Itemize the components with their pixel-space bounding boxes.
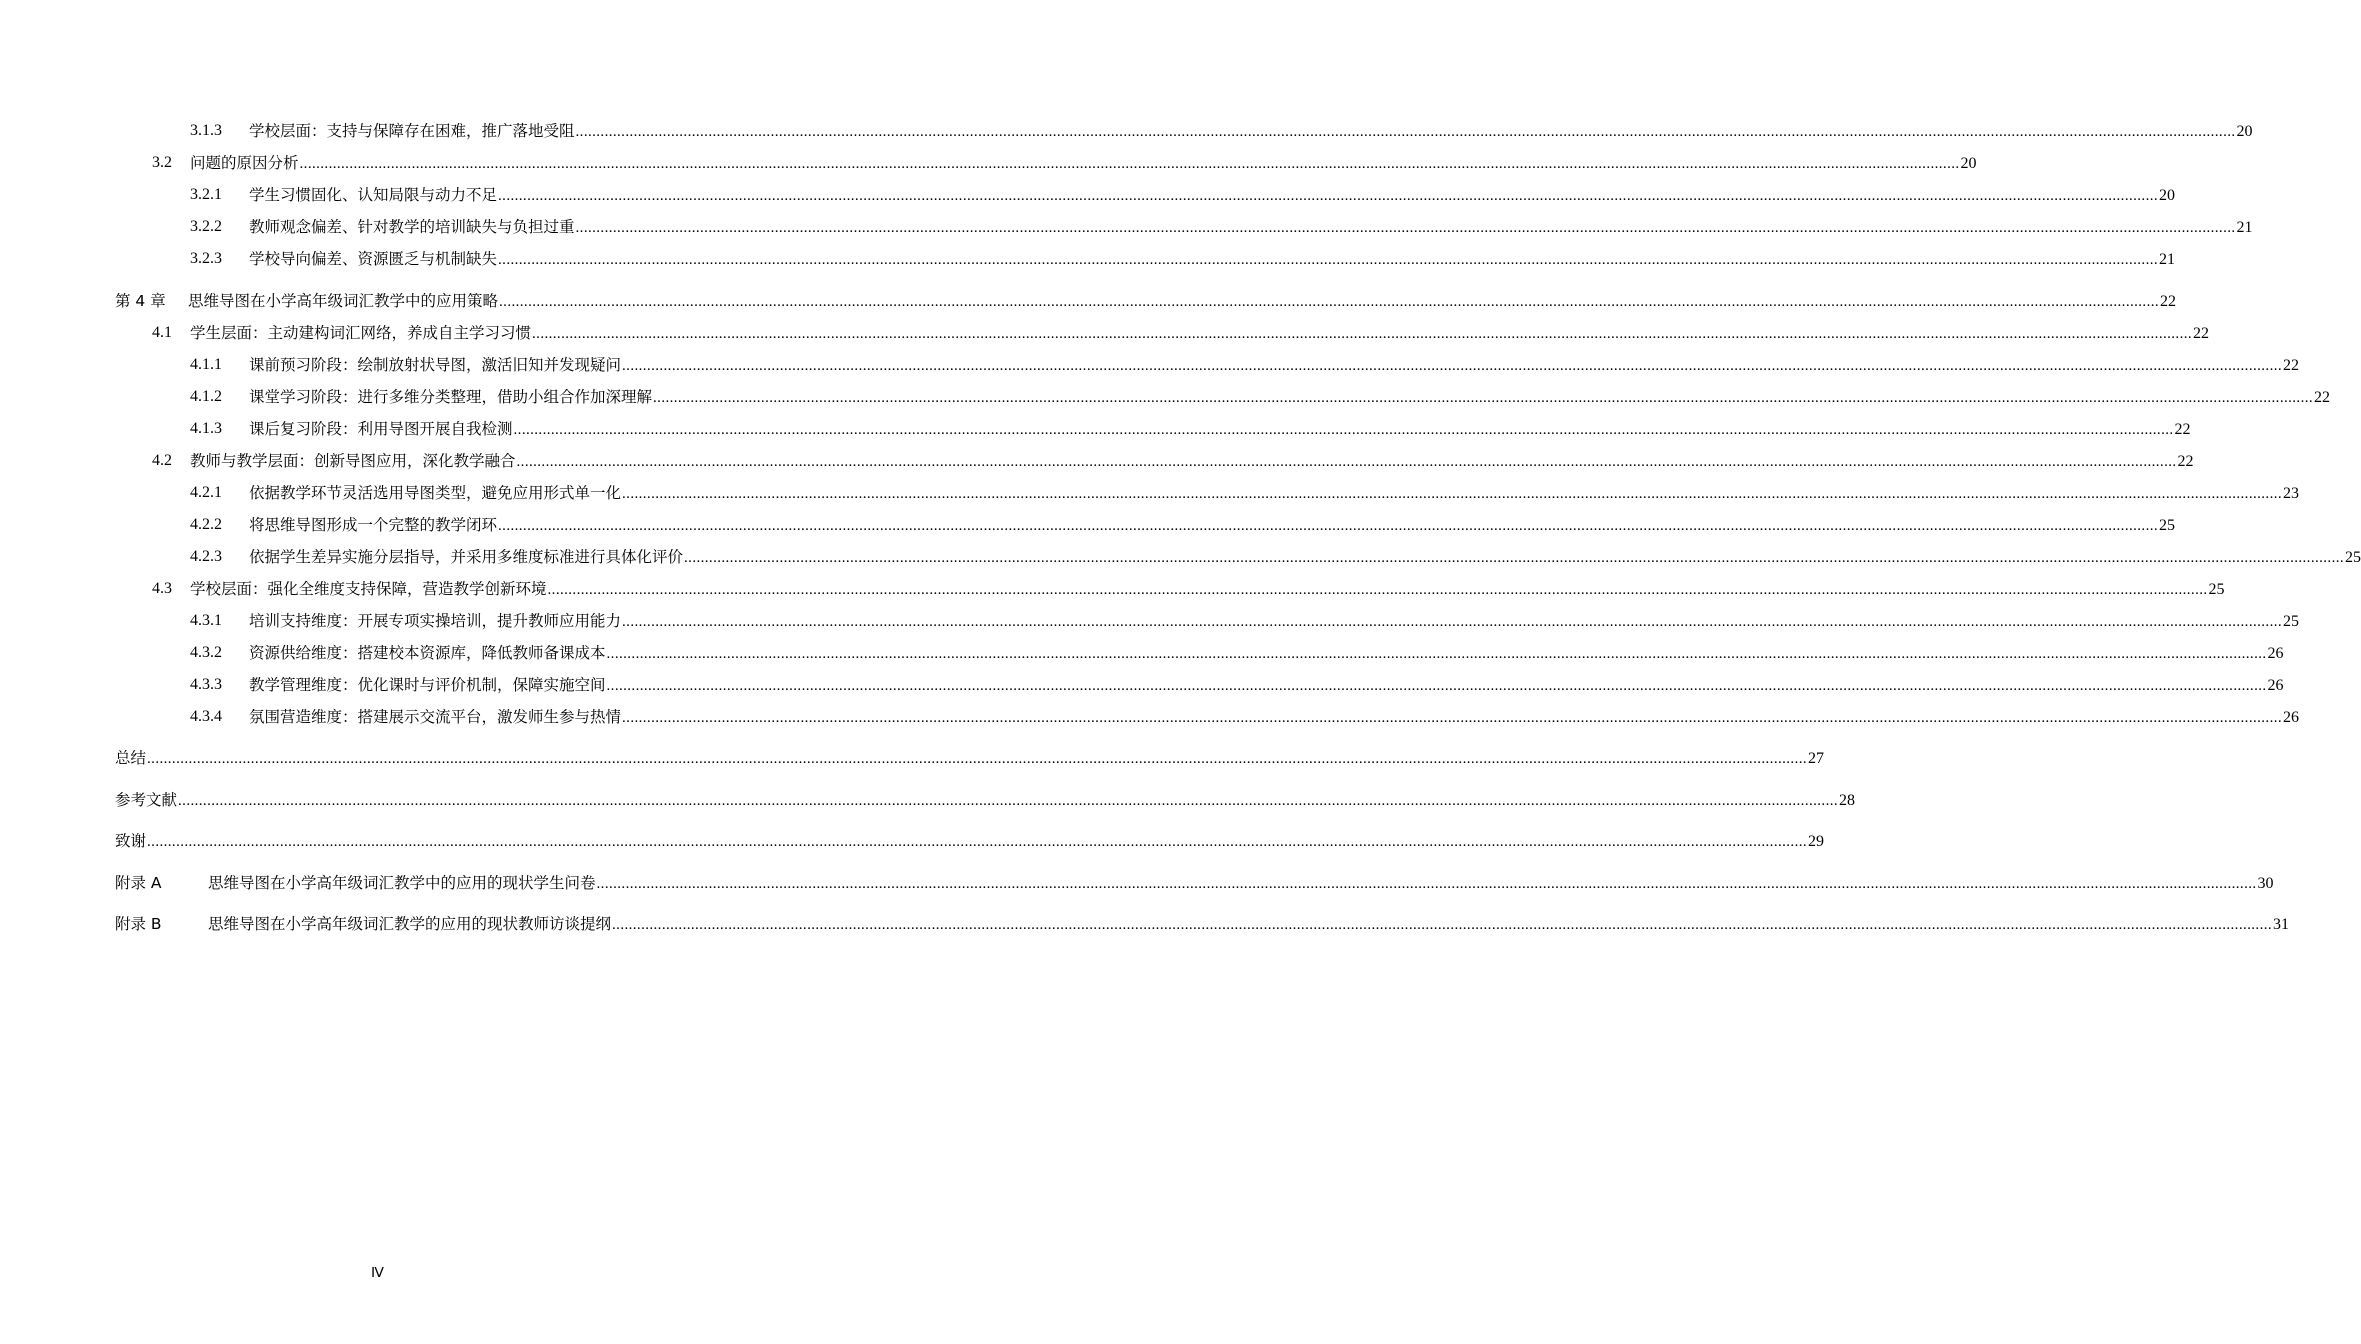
toc-entry [0,512,2176,538]
dot-leader: ................................................................................................................................................................................................................................................................................................................................................................................................................ [622,614,2283,630]
toc-entry [0,150,1977,176]
dot-leader: ................................................................................................................................................................................................................................................................................................................................................................................................................ [575,124,2236,140]
toc-entry-page: 26 [2283,709,2300,726]
toc-entry-number: 4.2.3 [190,548,222,565]
dot-leader: ................................................................................................................................................................................................................................................................................................................................................................................................................ [178,793,1839,809]
toc-entry [0,704,2300,730]
toc-entry-title: 资源供给维度：搭建校本资源库，降低教师备课成本 [249,644,606,662]
toc-entry-title: 依据学生差异实施分层指导，并采用多维度标准进行具体化评价 [249,548,684,566]
toc-entry-page: 28 [1839,792,1856,809]
toc-entry-title: 课后复习阶段：利用导图开展自我检测 [249,420,513,438]
toc-entry [0,246,2176,272]
dot-leader: ................................................................................................................................................................................................................................................................................................................................................................................................................ [499,294,2160,310]
toc-entry-page: 20 [2236,123,2253,140]
dot-leader: ................................................................................................................................................................................................................................................................................................................................................................................................................ [596,876,2257,892]
toc-entry-title: 课堂学习阶段：进行多维分类整理，借助小组合作加深理解 [249,388,653,406]
toc-entry-title: 学生层面：主动建构词汇网络，养成自主学习习惯 [190,324,532,342]
dot-leader: ................................................................................................................................................................................................................................................................................................................................................................................................................ [516,454,2177,470]
toc-entry [0,576,2225,602]
dot-leader: ................................................................................................................................................................................................................................................................................................................................................................................................................ [299,156,1960,172]
toc-entry [0,384,2331,410]
toc-entry-page: 20 [2159,187,2176,204]
toc-entry-number: 附录 A [115,874,162,892]
toc-entry-title: 思维导图在小学高年级词汇教学中的应用策略 [188,292,499,310]
dot-leader: ................................................................................................................................................................................................................................................................................................................................................................................................................ [612,917,2273,933]
toc-entry [0,118,2253,144]
toc-entry-number: 4.1 [152,324,172,341]
page-number-footer: Ⅳ [371,1264,384,1280]
dot-leader: ................................................................................................................................................................................................................................................................................................................................................................................................................ [147,751,1808,767]
toc-entry-number: 4.3.2 [190,644,222,661]
toc-entry-title: 教学管理维度：优化课时与评价机制，保障实施空间 [249,676,606,694]
toc-entry-page: 22 [2174,421,2191,438]
toc-entry [0,640,2284,666]
dot-leader: ................................................................................................................................................................................................................................................................................................................................................................................................................ [622,710,2283,726]
toc-entry [0,416,2191,442]
toc-entry [0,480,2300,506]
toc-entry-page: 25 [2283,613,2300,630]
toc-entry-title: 将思维导图形成一个完整的教学闭环 [249,516,498,534]
toc-entry-title: 教师与教学层面：创新导图应用，深化教学融合 [190,452,516,470]
toc-entry-page: 25 [2159,517,2176,534]
toc-entry-title: 参考文献 [115,791,178,809]
dot-leader: ................................................................................................................................................................................................................................................................................................................................................................................................................ [498,188,2159,204]
toc-entry-number: 4.1.3 [190,420,222,437]
toc-entry-title: 学校导向偏差、资源匮乏与机制缺失 [249,250,498,268]
toc-entry-number: 3.2.3 [190,250,222,267]
toc-entry [0,870,2274,896]
dot-leader: ................................................................................................................................................................................................................................................................................................................................................................................................................ [653,390,2314,406]
toc-entry [0,320,2210,346]
toc-entry-page: 26 [2267,645,2284,662]
toc-entry-title: 依据教学环节灵活选用导图类型，避免应用形式单一化 [249,484,622,502]
toc-entry-number: 3.1.3 [190,122,222,139]
toc-entry-title: 致谢 [115,832,147,850]
toc-entry-title: 问题的原因分析 [190,154,299,172]
toc-entry-page: 25 [2345,549,2361,566]
toc-entry [0,182,2176,208]
toc-entry-number: 4.1.1 [190,356,222,373]
toc-entry [0,828,1825,854]
toc-entry-title: 学校层面：强化全维度支持保障，营造教学创新环境 [190,580,547,598]
toc-entry-number: 3.2 [152,154,172,171]
toc-entry-number: 4.3.3 [190,676,222,693]
toc-entry [0,352,2300,378]
toc-entry-page: 23 [2283,485,2300,502]
toc-entry-number: 4.3.4 [190,708,222,725]
toc-entry-number: 附录 B [115,915,162,933]
dot-leader: ................................................................................................................................................................................................................................................................................................................................................................................................................ [147,834,1808,850]
toc-entry-title: 思维导图在小学高年级词汇教学的应用的现状教师访谈提纲 [208,915,612,933]
toc-entry-number: 4.2.2 [190,516,222,533]
toc-entry-number: 3.2.2 [190,218,222,235]
toc-entry-title: 思维导图在小学高年级词汇教学中的应用的现状学生问卷 [208,874,596,892]
toc-entry-page: 26 [2267,677,2284,694]
toc-entry-page: 22 [2193,325,2210,342]
toc-entry-title: 总结 [115,749,147,767]
toc-entry-number: 4.3.1 [190,612,222,629]
dot-leader: ................................................................................................................................................................................................................................................................................................................................................................................................................ [622,358,2283,374]
toc-entry-page: 21 [2236,219,2253,236]
toc-entry [0,288,2177,314]
toc-entry-page: 22 [2177,453,2194,470]
dot-leader: ................................................................................................................................................................................................................................................................................................................................................................................................................ [498,518,2159,534]
toc-entry-number: 4.3 [152,580,172,597]
toc-entry-page: 30 [2257,875,2274,892]
toc-entry [0,787,1856,813]
toc-entry-number: 第 4 章 [115,292,166,310]
dot-leader: ................................................................................................................................................................................................................................................................................................................................................................................................................ [606,678,2267,694]
toc-entry [0,911,2290,937]
dot-leader: ................................................................................................................................................................................................................................................................................................................................................................................................................ [532,326,2193,342]
dot-leader: ................................................................................................................................................................................................................................................................................................................................................................................................................ [622,486,2283,502]
toc-entry [0,214,2253,240]
toc-entry-page: 25 [2208,581,2225,598]
dot-leader: ................................................................................................................................................................................................................................................................................................................................................................................................................ [513,422,2174,438]
toc-entry-number: 3.2.1 [190,186,222,203]
toc-entry-page: 29 [1808,833,1825,850]
toc-entry-page: 22 [2160,293,2177,310]
toc-entry-page: 21 [2159,251,2176,268]
toc-entry [0,544,2361,570]
toc-entry [0,448,2194,474]
toc-entry-title: 课前预习阶段：绘制放射状导图，激活旧知并发现疑问 [249,356,622,374]
toc-entry-title: 培训支持维度：开展专项实操培训，提升教师应用能力 [249,612,622,630]
toc-entry-title: 氛围营造维度：搭建展示交流平台，激发师生参与热情 [249,708,622,726]
dot-leader: ................................................................................................................................................................................................................................................................................................................................................................................................................ [498,252,2159,268]
dot-leader: ................................................................................................................................................................................................................................................................................................................................................................................................................ [575,220,2236,236]
toc-entry-title: 教师观念偏差、针对教学的培训缺失与负担过重 [249,218,575,236]
toc-entry-page: 31 [2273,916,2290,933]
toc-entry-title: 学生习惯固化、认知局限与动力不足 [249,186,498,204]
toc-entry-page: 27 [1808,750,1825,767]
toc-entry [0,608,2300,634]
dot-leader: ................................................................................................................................................................................................................................................................................................................................................................................................................ [684,550,2345,566]
toc-entry [0,745,1825,771]
toc-entry-page: 22 [2283,357,2300,374]
toc-entry-page: 22 [2314,389,2331,406]
toc-entry-number: 4.1.2 [190,388,222,405]
toc-entry-number: 4.2 [152,452,172,469]
toc-entry-page: 20 [1960,155,1977,172]
toc-entry [0,672,2284,698]
toc-entry-number: 4.2.1 [190,484,222,501]
dot-leader: ................................................................................................................................................................................................................................................................................................................................................................................................................ [547,582,2208,598]
dot-leader: ................................................................................................................................................................................................................................................................................................................................................................................................................ [606,646,2267,662]
toc-entry-title: 学校层面：支持与保障存在困难，推广落地受阻 [249,122,575,140]
